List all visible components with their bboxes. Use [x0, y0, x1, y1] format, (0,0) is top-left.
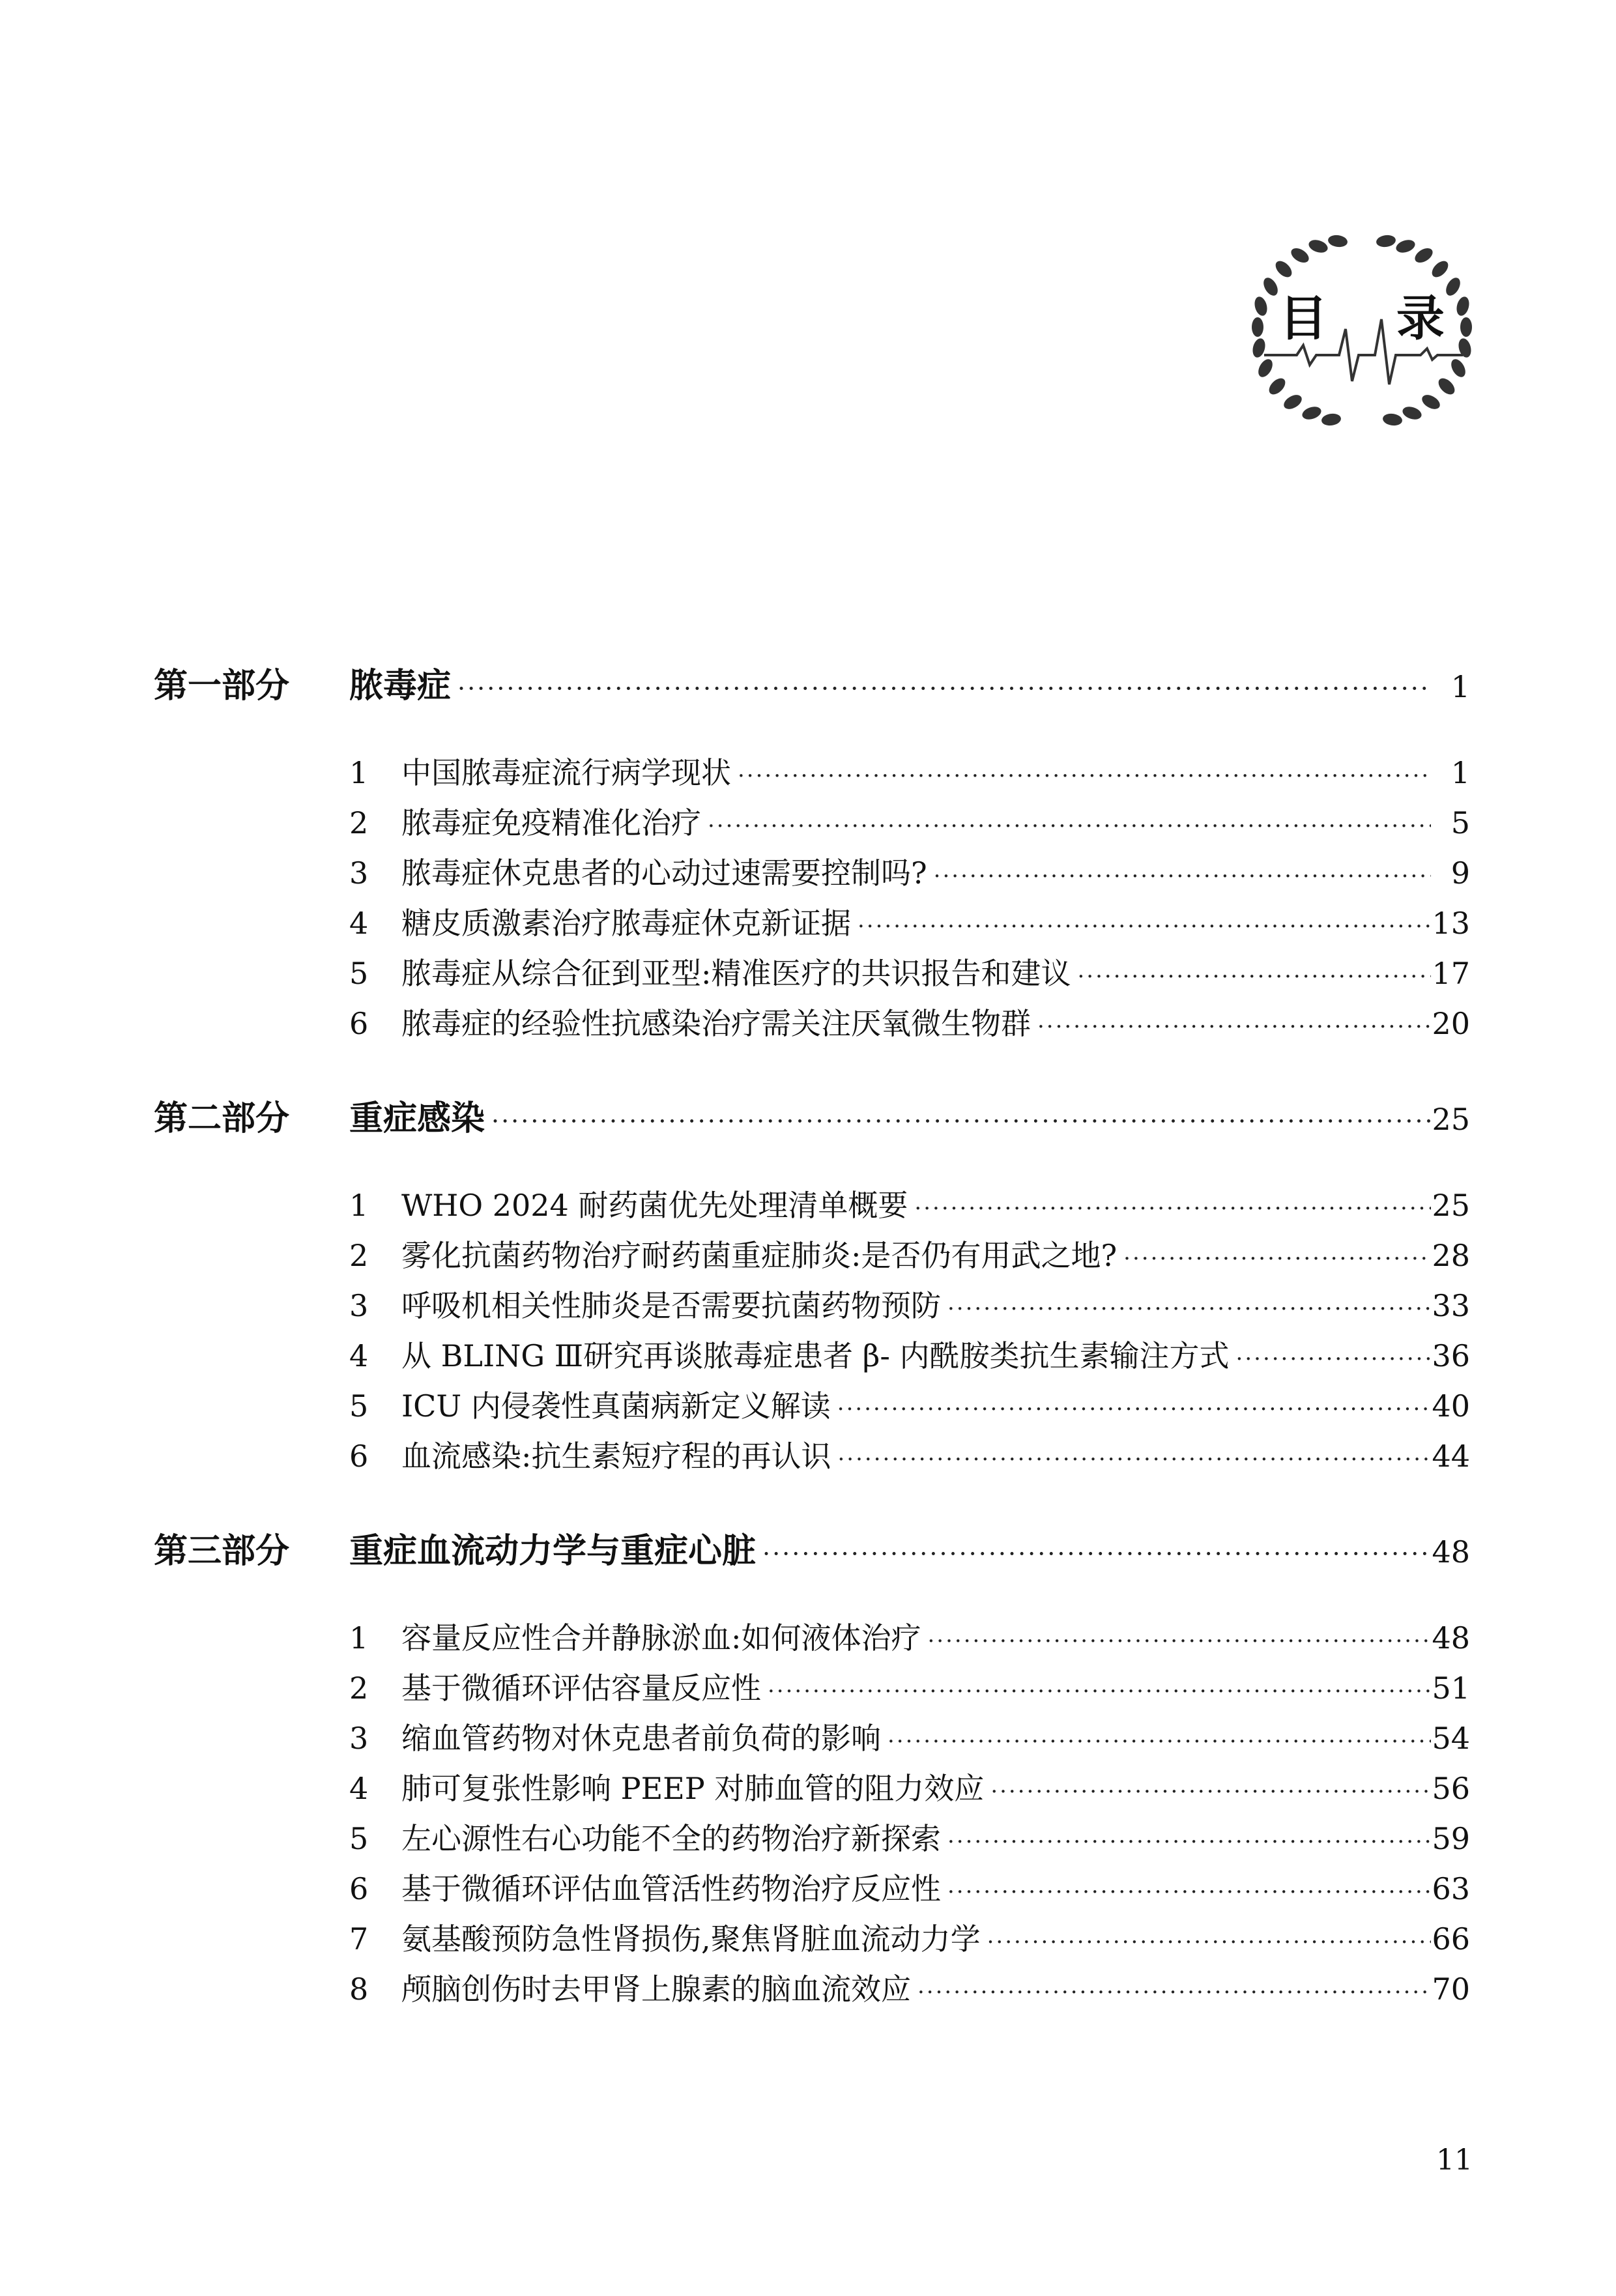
toc-entry[interactable] — [349, 1232, 1470, 1282]
entry-title: ICU 内侵袭性真菌病新定义解读 — [401, 1388, 831, 1424]
part-1-items — [349, 749, 1470, 1050]
entry-number: 4 — [349, 1771, 369, 1806]
entry-page-number: 59 — [1432, 1821, 1470, 1856]
part-label: 第一部分 — [154, 667, 290, 706]
entry-title: 颅脑创伤时去甲肾上腺素的脑血流效应 — [401, 1972, 911, 2007]
part-label: 第二部分 — [154, 1099, 290, 1138]
entry-title: 脓毒症免疫精准化治疗 — [401, 805, 701, 840]
entry-number: 7 — [349, 1921, 369, 1957]
toc-entry[interactable] — [349, 1815, 1470, 1865]
part-heading-2[interactable] — [154, 1091, 1470, 1156]
entry-page-number: 70 — [1432, 1972, 1470, 2007]
dot-leader — [831, 1446, 1432, 1472]
part-page-number: 48 — [1432, 1534, 1470, 1570]
entry-title: 脓毒症从综合征到亚型:精准医疗的共识报告和建议 — [401, 956, 1071, 991]
entry-page-number: 25 — [1432, 1188, 1470, 1223]
toc-entry[interactable] — [349, 1282, 1470, 1332]
entry-page-number: 44 — [1432, 1439, 1470, 1474]
entry-title: WHO 2024 耐药菌优先处理清单概要 — [401, 1188, 908, 1223]
toc-entry[interactable] — [349, 1715, 1470, 1765]
toc-entry[interactable] — [349, 900, 1470, 950]
dot-leader — [927, 863, 1431, 889]
part-3-items — [349, 1614, 1470, 2016]
entry-title: 容量反应性合并静脉淤血:如何液体治疗 — [401, 1620, 921, 1656]
toc-entry[interactable] — [349, 1182, 1470, 1232]
entry-title: 血流感染:抗生素短疗程的再认识 — [401, 1439, 831, 1474]
entry-page-number: 5 — [1450, 805, 1470, 840]
dot-leader — [1117, 1246, 1431, 1272]
toc-entry[interactable] — [349, 1966, 1470, 2016]
toc-entry[interactable] — [349, 1614, 1470, 1665]
toc-heading: 目 录 — [1279, 291, 1471, 347]
entry-number: 1 — [349, 755, 369, 790]
toc-entry[interactable] — [349, 749, 1470, 799]
entry-page-number: 36 — [1432, 1338, 1470, 1373]
page-number: 11 — [1436, 2144, 1473, 2177]
entry-page-number: 56 — [1432, 1771, 1470, 1806]
entry-page-number: 51 — [1432, 1671, 1470, 1706]
entry-page-number: 48 — [1432, 1620, 1470, 1656]
entry-page-number: 1 — [1450, 755, 1470, 790]
dot-leader — [908, 1196, 1431, 1222]
entry-number: 5 — [349, 1821, 369, 1856]
entry-number: 6 — [349, 1439, 369, 1474]
dot-leader — [851, 913, 1431, 940]
dot-leader — [451, 674, 1431, 703]
entry-number: 4 — [349, 1338, 369, 1373]
entry-number: 6 — [349, 1871, 369, 1906]
toc-entry[interactable] — [349, 1332, 1470, 1383]
entry-number: 1 — [349, 1620, 369, 1656]
entry-number: 3 — [349, 1288, 369, 1323]
entry-title: 脓毒症的经验性抗感染治疗需关注厌氧微生物群 — [401, 1006, 1031, 1041]
part-title: 脓毒症 — [349, 667, 452, 706]
entry-number: 5 — [349, 1388, 369, 1424]
dot-leader — [941, 1879, 1431, 1905]
dot-leader — [941, 1829, 1431, 1855]
entry-title: 脓毒症休克患者的心动过速需要控制吗? — [401, 855, 927, 891]
dot-leader — [831, 1396, 1431, 1422]
entry-page-number: 40 — [1432, 1388, 1470, 1424]
dot-leader — [761, 1678, 1431, 1704]
entry-number: 2 — [349, 1238, 369, 1273]
entry-number: 4 — [349, 906, 369, 941]
entry-page-number: 17 — [1432, 956, 1470, 991]
entry-number: 3 — [349, 855, 369, 891]
toc-entry[interactable] — [349, 1383, 1470, 1433]
entry-number: 6 — [349, 1006, 369, 1041]
entry-page-number: 63 — [1432, 1871, 1470, 1906]
toc-entry[interactable] — [349, 1765, 1470, 1815]
entry-number: 2 — [349, 805, 369, 840]
dot-leader — [731, 763, 1431, 789]
entry-title: 氨基酸预防急性肾损伤,聚焦肾脏血流动力学 — [401, 1921, 981, 1957]
part-heading-3[interactable] — [154, 1523, 1470, 1588]
dot-leader — [701, 813, 1431, 839]
toc-entry[interactable] — [349, 1865, 1470, 1916]
dot-leader — [881, 1729, 1431, 1755]
dot-leader — [1031, 1014, 1431, 1040]
toc-emblem — [1225, 195, 1499, 456]
entry-page-number: 13 — [1432, 906, 1470, 941]
entry-page-number: 54 — [1432, 1721, 1470, 1756]
part-2-items — [349, 1182, 1470, 1483]
entry-title: 雾化抗菌药物治疗耐药菌重症肺炎:是否仍有用武之地? — [401, 1238, 1118, 1273]
entry-number: 3 — [349, 1721, 369, 1756]
dot-leader — [1230, 1346, 1431, 1372]
entry-title: 基于微循环评估血管活性药物治疗反应性 — [401, 1871, 941, 1906]
entry-page-number: 20 — [1432, 1006, 1470, 1041]
toc-entry[interactable] — [349, 850, 1470, 900]
dot-leader — [756, 1540, 1431, 1568]
entry-title: 左心源性右心功能不全的药物治疗新探索 — [401, 1821, 941, 1856]
toc-entry[interactable] — [349, 1000, 1470, 1050]
entry-title: 基于微循环评估容量反应性 — [401, 1671, 761, 1706]
entry-title: 缩血管药物对休克患者前负荷的影响 — [401, 1721, 881, 1756]
entry-page-number: 33 — [1432, 1288, 1470, 1323]
dot-leader — [984, 1779, 1431, 1805]
entry-number: 5 — [349, 956, 369, 991]
part-heading-1[interactable] — [154, 658, 1470, 723]
dot-leader — [485, 1107, 1431, 1136]
entry-page-number: 28 — [1432, 1238, 1470, 1273]
entry-title: 中国脓毒症流行病学现状 — [401, 755, 731, 790]
entry-title: 肺可复张性影响 PEEP 对肺血管的阻力效应 — [401, 1771, 985, 1806]
part-label: 第三部分 — [154, 1532, 290, 1571]
part-page-number: 25 — [1432, 1102, 1470, 1137]
entry-page-number: 9 — [1450, 855, 1470, 891]
dot-leader — [941, 1296, 1431, 1322]
table-of-contents — [154, 658, 1470, 2056]
entry-title: 从 BLING Ⅲ研究再谈脓毒症患者 β- 内酰胺类抗生素输注方式 — [401, 1338, 1230, 1373]
entry-number: 1 — [349, 1188, 369, 1223]
toc-entry[interactable] — [349, 1916, 1470, 1966]
toc-entry[interactable] — [349, 1665, 1470, 1715]
entry-number: 2 — [349, 1671, 369, 1706]
toc-entry[interactable] — [349, 799, 1470, 850]
dot-leader — [921, 1628, 1432, 1654]
dot-leader — [981, 1929, 1431, 1955]
dot-leader — [911, 1979, 1431, 2005]
entry-title: 糖皮质激素治疗脓毒症休克新证据 — [401, 906, 851, 941]
part-page-number: 1 — [1450, 669, 1470, 704]
entry-title: 呼吸机相关性肺炎是否需要抗菌药物预防 — [401, 1288, 941, 1323]
part-title: 重症血流动力学与重症心脏 — [349, 1532, 757, 1571]
entry-page-number: 66 — [1432, 1921, 1470, 1957]
dot-leader — [1071, 964, 1432, 990]
entry-number: 8 — [349, 1972, 369, 2007]
part-title: 重症感染 — [349, 1099, 485, 1138]
toc-entry[interactable] — [349, 1433, 1470, 1483]
toc-entry[interactable] — [349, 950, 1470, 1000]
